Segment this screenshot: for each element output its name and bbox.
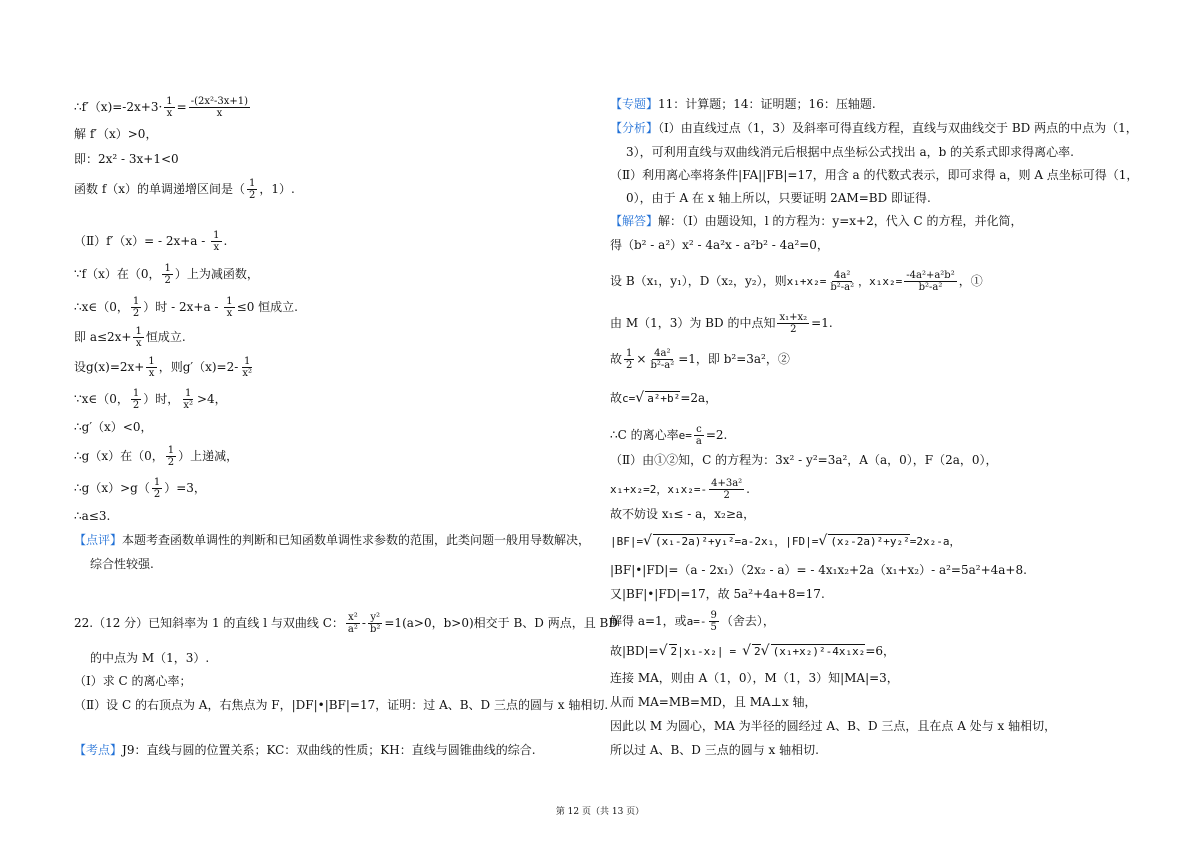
dianping-cont: 综合性较强. [90,557,154,571]
jieda: 【解答】解：（Ⅰ）由题设知，l 的方程为：y=x+2，代入 C 的方程，并化简， [610,214,1023,228]
fenxi-2: 3），可利用直线与双曲线消元后根据中点坐标公式找出 a，b 的关系式即求得离心率. [626,145,1074,159]
right-line-5: 故 $\frac{1}{2}$ × $\frac{\text{4a²}}{\text{b²-a²}}$ =1，即 b²=3a²，② [610,348,790,371]
right-line-17: 从而 MA=MB=MD，且 MA⊥x 轴， [610,695,817,709]
left-line-13: ∴g（x）>g（ $\frac{1}{2}$ ）=3， [74,477,206,500]
fenxi-3: （Ⅱ）利用离心率将条件|FA||FB|=17，用含 a 的代数式表示，即可求得 a，则 A 点坐标可得（1， [610,168,1139,182]
question-22-part1: （Ⅰ）求 C 的离心率； [74,674,192,688]
fenxi-tag: 【分析】 [610,121,659,135]
right-line-8: （Ⅱ）由①②知，C 的方程为：3x² - y²=3a²，A（a，0），F（2a，0）， [610,453,998,467]
dianping: 【点评】本题考查函数单调性的判断和已知函数单调性求参数的范围，此类问题一般用导数解决， [74,533,591,547]
kaodian: 【考点】J9：直线与圆的位置关系；KC：双曲线的性质；KH：直线与圆锥曲线的综合. [74,743,536,757]
right-line-19: 所以过 A、B、D 三点的圆与 x 轴相切. [610,743,819,757]
left-line-5: （Ⅱ）f′（x）= - 2x+a - $\frac{1}{x}$ . [74,230,228,253]
left-line-4: 函数 f（x）的单调递增区间是（ $\frac{1}{2}$ ，1）. [74,178,295,201]
left-line-9: 设g(x)=2x+ $\frac{1}{x}$ ，则g′（x)=2- $\frac{1}{\text{x²}}$ [74,356,252,379]
question-22-cont: 的中点为 M（1，3）. [90,651,210,665]
fenxi-4: 0），由于 A 在 x 轴上所以，只要证明 2AM=BD 即证得. [626,191,931,205]
fenxi: 【分析】（Ⅰ）由直线过点（1，3）及斜率可得直线方程，直线与双曲线交于 BD 两点的中点为（1， [610,121,1138,135]
left-line-2: 解 f′（x）>0， [74,127,158,141]
page-footer: 第 12 页（共 13 页） [555,807,645,817]
left-line-10: ∵x∈（0， $\frac{1}{2}$ ）时， $\frac{1}{\text{x²}}$ >4， [74,388,227,411]
right-line-9: x₁+x₂=2，x₁x₂=- $\frac{\text{4+3a²}}{2}$ . [610,478,750,501]
right-line-15: 故|BD|=√ 2|x₁-x₂| = √ 2√ (x₁+x₂)²-4x₁x₂=6， [610,643,896,659]
right-line-10: 故不妨设 x₁≤ - a，x₂≥a， [610,507,756,521]
right-line-18: 因此以 M 为圆心，MA 为半径的圆经过 A、B、D 三点，且在点 A 处与 x 轴相切， [610,719,1057,733]
left-line-14: ∴a≤3. [74,509,111,523]
right-line-14: 解得 a=1，或a=- $\frac{9}{5}$ （舍去）， [610,610,775,633]
jieda-2: 得（b² - a²）x² - 4a²x - a²b² - 4a²=0， [610,238,829,252]
left-line-12: ∴g（x）在（0， $\frac{1}{2}$ ）上递减， [74,445,239,468]
left-line-8: 即 a≤2x+ $\frac{1}{x}$ 恒成立. [74,326,186,349]
left-line-7: ∴x∈（0， $\frac{1}{2}$ ）时 - 2x+a - $\frac{1}{x}$ ≤0 恒成立. [74,296,298,319]
left-line-3: 即：2x² - 3x+1<0 [74,152,179,166]
zhuanti-tag: 【专题】 [610,97,659,111]
question-22-part2: （Ⅱ）设 C 的右顶点为 A，右焦点为 F，|DF|•|BF|=17，证明：过 A、B、D 三点的圆与 x 轴相切. [74,698,609,712]
right-line-11: |BF|=√ (x₁-2a)²+y₁²=a-2x₁，|FD|=√ (x₂-2a)²+y₂²=2x₂-a， [610,533,961,549]
right-line-16: 连接 MA，则由 A（1，0），M（1，3）知|MA|=3， [610,671,899,685]
right-line-6: 故c=√ a²+b²=2a， [610,390,718,406]
jieda-tag: 【解答】 [610,214,659,228]
kaodian-tag: 【考点】 [74,743,123,757]
left-line-1: ∴f′（x)=-2x+3· $\frac{1}{x}$ = $\frac{\text{-(2x²-3x+1)}}{x}$ [74,96,249,119]
dianping-tag: 【点评】 [74,533,123,547]
question-22: 22.（12 分）已知斜率为 1 的直线 l 与双曲线 C： $\frac{\text{x²}}{\text{a²}}$ - $\frac{\text{y²}}{\text{b²}}$ =1(a>0，b>0)相交于 B、D 两点，且 BD [74,612,618,635]
right-line-13: 又|BF|•|FD|=17，故 5a²+4a+8=17. [610,587,825,601]
left-line-11: ∴g′（x）<0， [74,420,153,434]
right-line-3: 设 B（x₁，y₁），D（x₂，y₂），则x₁+x₂= $\frac{\text{4a²}}{\text{b²-a²}}$ ，x₁x₂= $\frac{\text{-4a²+a²b²}}{\text{b²-a²}}$ ，① [610,270,983,293]
right-line-4: 由 M（1，3）为 BD 的中点知 $\frac{\text{x₁+x₂}}{2}$ =1. [610,312,833,335]
left-line-6: ∵f（x）在（0， $\frac{1}{2}$ ）上为减函数， [74,263,259,286]
right-line-7: ∴C 的离心率e= $\frac{c}{a}$ =2. [610,424,728,447]
right-line-12: |BF|•|FD|=（a - 2x₁）（2x₂ - a）= - 4x₁x₂+2a（x₁+x₂）- a²=5a²+4a+8. [610,563,1027,577]
zhuanti: 【专题】11：计算题；14：证明题；16：压轴题. [610,97,876,111]
